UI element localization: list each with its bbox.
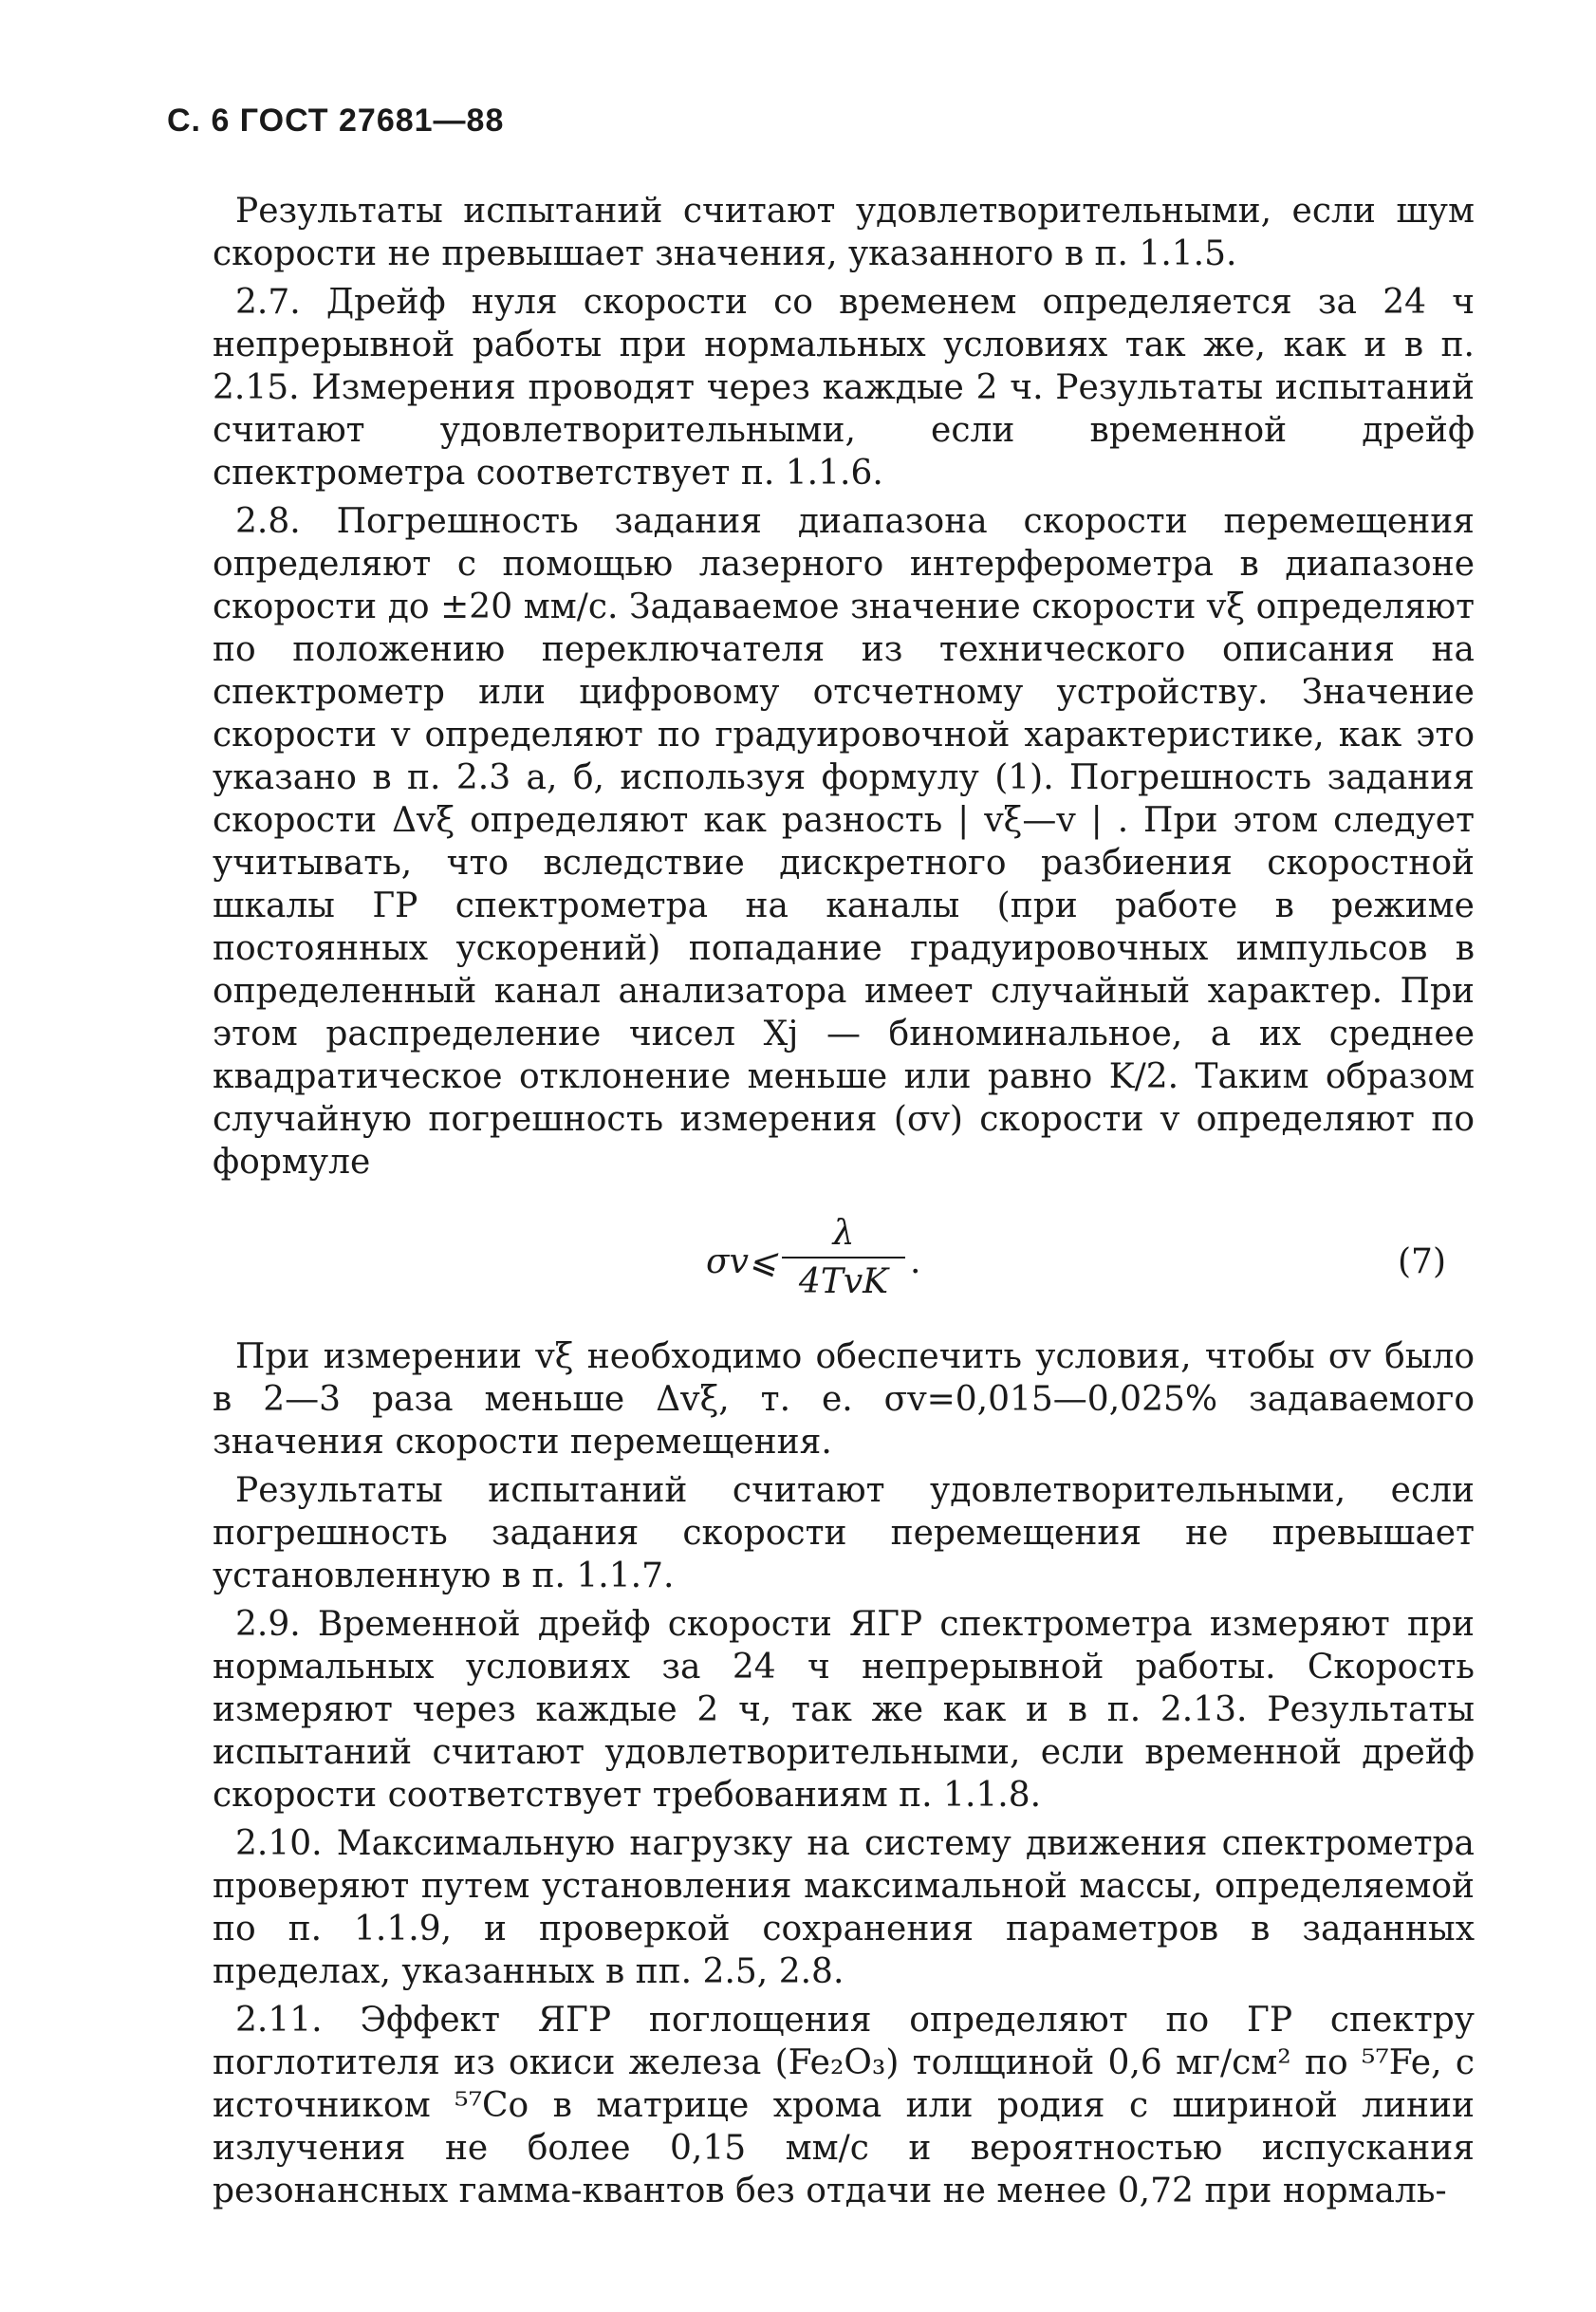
formula-7 [213,1212,1475,1316]
formula-denominator: 4TvK [798,1262,889,1301]
paragraph-2-7: 2.7. Дрейф нуля скорости со временем определяется за 24 ч непрерывной работы при нормальных условиях так же, как и в п. 2.15. Измерения проводят через каждые 2 ч. Результаты испытаний считают удовлетворительными, если временной дрейф спектрометра соответствует п. 1.1.6. [213,283,1475,493]
paragraph-2-8: 2.8. Погрешность задания диапазона скорости перемещения определяют с помощью лазерного интерферометра в диапазоне скорости до ±20 мм/с. Задаваемое значение скорости vξ определяют по положению переключателя из технического описания на спектрометр или цифровому отсчетному устройству. Значение скорости v определяют по градуировочной характеристике, как это указано в п. 2.3 а, б, используя формулу (1). Погрешность задания скорости Δvξ определяют как разность | vξ—v | . При этом следует учитывать, что вследствие дискретного разбиения скоростной шкалы ГР спектрометра на каналы (при работе в режиме постоянных ускорений) попадание градуировочных импульсов в определенный канал анализатора имеет случайный характер. При этом распределение чисел Xj — биноминальное, а их среднее квадратическое отклонение меньше или равно K/2. Таким образом случайную погрешность измерения (σv) скорости v определяют по формуле [213,502,1475,1182]
paragraph-results-noise: Результаты испытаний считают удовлетворительными, если шум скорости не превышает значения, указанного в п. 1.1.5. [213,192,1475,273]
paragraph-2-9: 2.9. Временной дрейф скорости ЯГР спектрометра измеряют при нормальных условиях за 24 ч непрерывной работы. Скорость измеряют через каждые 2 ч, так же как и в п. 2.13. Результаты испытаний считают удовлетворительными, если временной дрейф скорости соответствует требованиям п. 1.1.8. [213,1605,1475,1815]
body-text [213,190,1475,2218]
page-header: С. 6 ГОСТ 27681—88 [167,103,505,139]
formula-lhs: σv⩽ [706,1242,778,1281]
formula-fraction [782,1212,905,1303]
formula-dot: . [910,1242,921,1281]
paragraph-2-11: 2.11. Эффект ЯГР поглощения определяют по ГР спектру поглотителя из окиси железа (Fe₂O₃) толщиной 0,6 мг/см² по ⁵⁷Fe, с источником ⁵⁷Co в матрице хрома или родия с шириной линии излучения не более 0,15 мм/с и вероятностью испускания резонансных гамма-квантов без отдачи не менее 0,72 при нормаль- [213,2001,1475,2210]
formula-number: (7) [1398,1242,1446,1281]
paragraph-measurement-condition: При измерении vξ необходимо обеспечить условия, чтобы σv было в 2—3 раза меньше Δvξ, т. е. σv=0,015—0,025% задаваемого значения скорости перемещения. [213,1337,1475,1462]
formula-numerator: λ [782,1212,905,1259]
paragraph-2-10: 2.10. Максимальную нагрузку на систему движения спектрометра проверяют путем установления максимальной массы, определяемой по п. 1.1.9, и проверкой сохранения параметров в заданных пределах, указанных в пп. 2.5, 2.8. [213,1824,1475,1991]
paragraph-results-speed-error: Результаты испытаний считают удовлетворительными, если погрешность задания скорости перемещения не превышает установленную в п. 1.1.7. [213,1471,1475,1595]
